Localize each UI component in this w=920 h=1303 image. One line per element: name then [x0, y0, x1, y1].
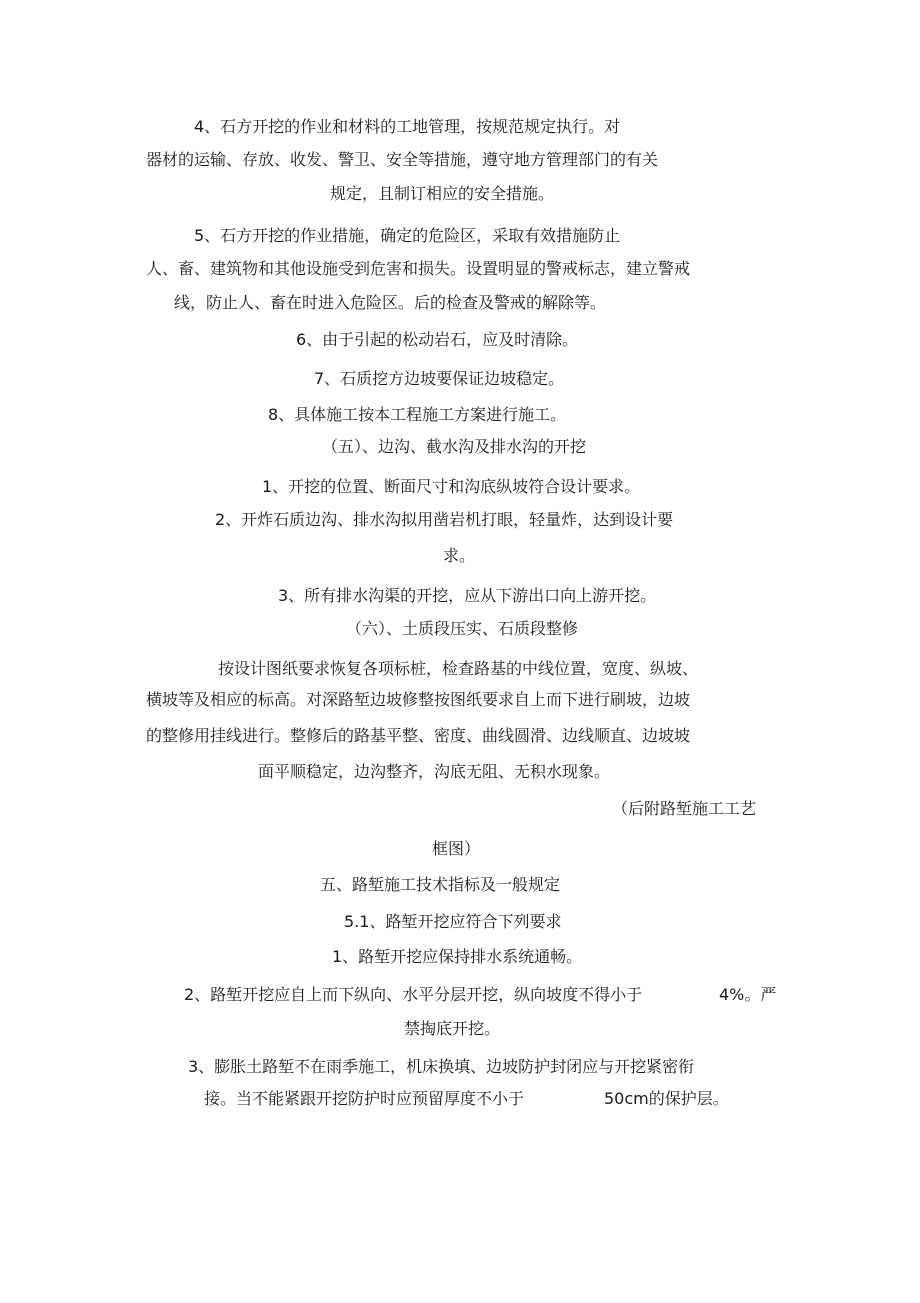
figure-note: （后附路堑施工工艺	[612, 799, 757, 818]
paragraph-line: 按设计图纸要求恢复各项标桩，检查路基的中线位置，宽度、纵坡、	[218, 659, 699, 678]
paragraph-line: 6、由于引起的松动岩石，应及时清除。	[296, 330, 579, 349]
paragraph-line: 线，防止人、畜在时进入危险区。后的检查及警戒的解除等。	[174, 293, 607, 312]
paragraph-line: 4、石方开挖的作业和材料的工地管理，按规范规定执行。对	[194, 117, 621, 136]
paragraph-line: 1、开挖的位置、断面尺寸和沟底纵坡符合设计要求。	[262, 477, 641, 496]
paragraph-line: 面平顺稳定，边沟整齐，沟底无阻、无积水现象。	[258, 762, 611, 781]
paragraph-line: 5、石方开挖的作业措施，确定的危险区，采取有效措施防止	[194, 226, 621, 245]
section-heading: （五）、边沟、截水沟及排水沟的开挖	[322, 437, 587, 456]
subsection-heading: 5.1、路堑开挖应符合下列要求	[344, 912, 562, 931]
paragraph-line: 1、路堑开挖应保持排水系统通畅。	[332, 947, 583, 966]
paragraph-line: 接。当不能紧跟开挖防护时应预留厚度不小于	[204, 1089, 525, 1108]
paragraph-line: 3、所有排水沟渠的开挖，应从下游出口向上游开挖。	[278, 586, 657, 605]
paragraph-line: 3、膨胀土路堑不在雨季施工，机床换填、边坡防护封闭应与开挖紧密衔	[188, 1057, 695, 1076]
paragraph-line: 8、具体施工按本工程施工方案进行施工。	[268, 405, 567, 424]
paragraph-line: 人、畜、建筑物和其他设施受到危害和损失。设置明显的警戒标志，建立警戒	[146, 259, 691, 278]
paragraph-line: 7、石质挖方边坡要保证边坡稳定。	[314, 369, 565, 388]
paragraph-line: 器材的运输、存放、收发、警卫、安全等措施，遵守地方管理部门的有关	[146, 150, 659, 169]
figure-note: 框图）	[432, 839, 481, 858]
paragraph-line: 求。	[443, 546, 476, 565]
paragraph-line: 规定，且制订相应的安全措施。	[330, 184, 555, 203]
paragraph-line: 50cm的保护层。	[604, 1089, 729, 1108]
section-heading: （六）、土质段压实、石质段整修	[346, 619, 579, 638]
paragraph-line: 4%。严	[719, 985, 777, 1004]
paragraph-line: 2、路堑开挖应自上而下纵向、水平分层开挖，纵向坡度不得小于	[184, 985, 643, 1004]
paragraph-line: 横坡等及相应的标高。对深路堑边坡修整按图纸要求自上而下进行刷坡，边坡	[146, 690, 691, 709]
section-heading: 五、路堑施工技术指标及一般规定	[320, 875, 561, 894]
paragraph-line: 2、开炸石质边沟、排水沟拟用凿岩机打眼，轻量炸，达到设计要	[215, 510, 674, 529]
paragraph-line: 的整修用挂线进行。整修后的路基平整、密度、曲线圆滑、边线顺直、边坡坡	[146, 726, 691, 745]
paragraph-line: 禁掏底开挖。	[404, 1019, 501, 1038]
